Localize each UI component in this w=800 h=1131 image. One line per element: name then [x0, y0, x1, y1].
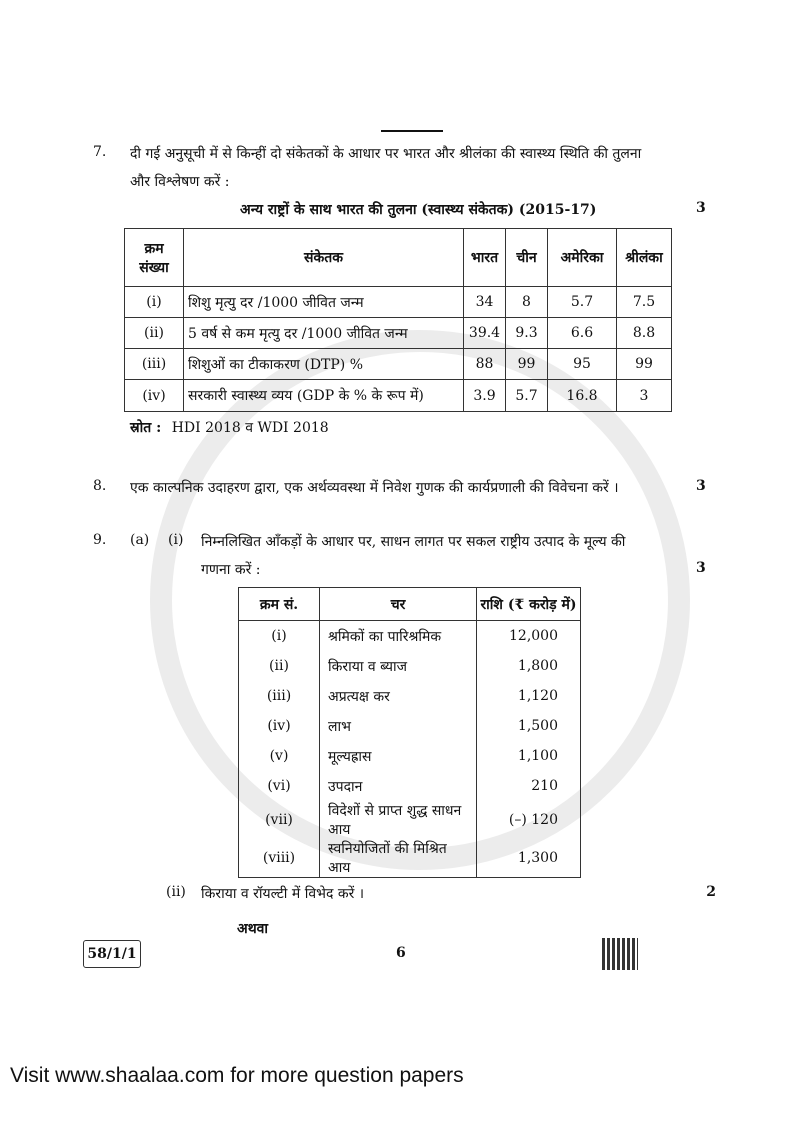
q9-sub-i: (i): [168, 532, 184, 548]
cell: 5 वर्ष से कम मृत्यु दर /1000 जीवित जन्म: [184, 318, 464, 349]
q9-sub-ii: (ii): [166, 884, 186, 900]
table-row: [239, 621, 581, 652]
table-row: [125, 380, 672, 412]
q7-table-block: [124, 228, 671, 437]
cell: 1,300: [477, 839, 581, 878]
cell: 8: [506, 287, 548, 318]
cell: 1,800: [477, 651, 581, 681]
header-srilanka: श्रीलंका: [617, 229, 672, 287]
table-row: [125, 287, 672, 318]
table-row: [239, 771, 581, 801]
cell: श्रमिकों का पारिश्रमिक: [320, 621, 477, 652]
cell: 6.6: [548, 318, 617, 349]
q8-text: एक काल्पनिक उदाहरण द्वारा, एक अर्थव्यवस्था में निवेश गुणक की कार्यप्रणाली की विवेचना करें ।: [130, 480, 619, 496]
q9-marks-i: 3: [696, 560, 706, 576]
q8-number: 8.: [93, 478, 107, 494]
cell: (iv): [125, 380, 184, 412]
qr-code-icon: [602, 938, 638, 970]
q7-line2: और विश्लेषण करें :: [130, 174, 230, 190]
header-variable: चर: [320, 588, 477, 621]
shaalaa-banner[interactable]: Visit www.shaalaa.com for more question papers: [10, 1064, 464, 1087]
table-row: [125, 349, 672, 380]
cell: (iv): [239, 711, 320, 741]
or-label: अथवा: [237, 921, 269, 937]
table-header-row: [239, 588, 581, 621]
paper-code: 58/1/1: [83, 940, 141, 968]
cell: (v): [239, 741, 320, 771]
cell: 95: [548, 349, 617, 380]
cell: (vii): [239, 801, 320, 839]
header-serial: क्रम सं.: [239, 588, 320, 621]
header-amount: राशि (₹ करोड़ में): [477, 588, 581, 621]
cell: स्वनियोजितों की मिश्रित आय: [320, 839, 477, 878]
header-china: चीन: [506, 229, 548, 287]
cell: 7.5: [617, 287, 672, 318]
cell: 210: [477, 771, 581, 801]
q8-marks: 3: [696, 478, 706, 494]
q9-line2: गणना करें :: [201, 562, 261, 578]
q7-line1: दी गई अनुसूची में से किन्हीं दो संकेतकों के आधार पर भारत और श्रीलंका की स्वास्थ्य स्थिति की तुलना: [130, 146, 642, 162]
q7-table-title: अन्य राष्ट्रों के साथ भारत की तुलना (स्वास्थ्य संकेतक) (2015-17): [240, 202, 597, 218]
cell: 5.7: [548, 287, 617, 318]
cell: विदेशों से प्राप्त शुद्ध साधन आय: [320, 801, 477, 839]
table-row: [239, 681, 581, 711]
q9-part-a: (a): [130, 532, 150, 548]
source-value: HDI 2018 व WDI 2018: [171, 420, 329, 436]
cell: 99: [617, 349, 672, 380]
gnp-data-table: [238, 587, 581, 878]
cell: 8.8: [617, 318, 672, 349]
cell: अप्रत्यक्ष कर: [320, 681, 477, 711]
source-line: [130, 418, 671, 437]
cell: 1,100: [477, 741, 581, 771]
header-serial: क्रम संख्या: [125, 229, 184, 287]
cell: 1,500: [477, 711, 581, 741]
page-number: 6: [396, 945, 406, 961]
cell: (i): [239, 621, 320, 652]
cell: (iii): [239, 681, 320, 711]
cell: लाभ: [320, 711, 477, 741]
table-row: [239, 711, 581, 741]
cell: 12,000: [477, 621, 581, 652]
header-usa: अमेरिका: [548, 229, 617, 287]
q7-number: 7.: [93, 144, 107, 160]
cell: 39.4: [464, 318, 506, 349]
cell: (iii): [125, 349, 184, 380]
header-indicator: संकेतक: [184, 229, 464, 287]
q9-line1: निम्नलिखित आँकड़ों के आधार पर, साधन लागत पर सकल राष्ट्रीय उत्पाद के मूल्य की: [201, 534, 626, 550]
cell: (vi): [239, 771, 320, 801]
source-label: स्रोत :: [130, 420, 162, 436]
cell: (ii): [125, 318, 184, 349]
cell: 3.9: [464, 380, 506, 412]
table-row: [239, 839, 581, 878]
cell: 1,120: [477, 681, 581, 711]
cell: (viii): [239, 839, 320, 878]
table-row: [239, 741, 581, 771]
q9-number: 9.: [93, 532, 107, 548]
cell: (ii): [239, 651, 320, 681]
table-row: [239, 801, 581, 839]
cell: 34: [464, 287, 506, 318]
cell: सरकारी स्वास्थ्य व्यय (GDP के % के रूप में): [184, 380, 464, 412]
cell: 88: [464, 349, 506, 380]
q9-table-block: [166, 587, 716, 938]
cell: शिशुओं का टीकाकरण (DTP) %: [184, 349, 464, 380]
q9-marks-ii: 2: [706, 884, 716, 900]
health-indicators-table: [124, 228, 672, 412]
cell: किराया व ब्याज: [320, 651, 477, 681]
cell: 99: [506, 349, 548, 380]
table-row: [125, 318, 672, 349]
header-india: भारत: [464, 229, 506, 287]
cell: 16.8: [548, 380, 617, 412]
cell: 3: [617, 380, 672, 412]
cell: उपदान: [320, 771, 477, 801]
q9-sub-ii-line: [166, 884, 716, 903]
q9-sub-ii-text: किराया व रॉयल्टी में विभेद करें ।: [201, 886, 365, 902]
q7-marks: 3: [696, 200, 706, 216]
cell: शिशु मृत्यु दर /1000 जीवित जन्म: [184, 287, 464, 318]
top-rule: [381, 130, 443, 132]
cell: 9.3: [506, 318, 548, 349]
cell: मूल्यह्रास: [320, 741, 477, 771]
table-row: [239, 651, 581, 681]
cell: 5.7: [506, 380, 548, 412]
cell: (i): [125, 287, 184, 318]
cell: (–) 120: [477, 801, 581, 839]
table-header-row: [125, 229, 672, 287]
